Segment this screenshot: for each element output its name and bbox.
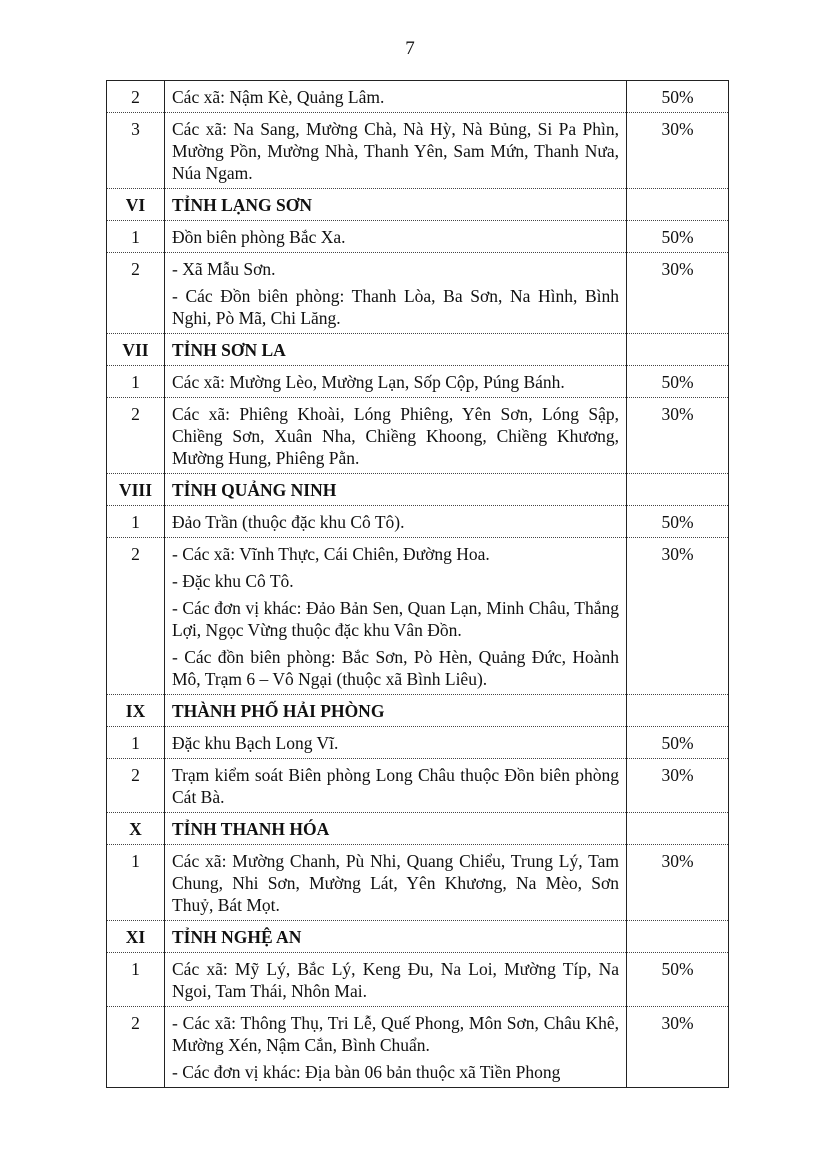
- section-number: VII: [107, 334, 165, 366]
- row-description: [165, 366, 627, 398]
- allowance-rate: 50%: [627, 81, 729, 113]
- section-title: TỈNH THANH HÓA: [165, 813, 627, 845]
- row-description: [165, 113, 627, 189]
- description-line: - Các đồn biên phòng: Bắc Sơn, Pò Hèn, Quảng Đức, Hoành Mô, Trạm 6 – Vô Ngại (thuộc xã Bình Liêu).: [172, 647, 619, 689]
- section-number: IX: [107, 695, 165, 727]
- description-line: Các xã: Phiêng Khoài, Lóng Phiêng, Yên Sơn, Lóng Sập, Chiềng Sơn, Xuân Nha, Chiềng Khoong, Chiềng Khương, Mường Hung, Phiêng Pằn.: [172, 404, 619, 468]
- table-body: [107, 81, 729, 1088]
- allowance-rate: 50%: [627, 953, 729, 1007]
- allowance-rate: 30%: [627, 538, 729, 695]
- table-row: [107, 538, 729, 695]
- row-number: 2: [107, 759, 165, 813]
- description-line: Các xã: Na Sang, Mường Chà, Nà Hỳ, Nà Bủng, Si Pa Phìn, Mường Pồn, Mường Nhà, Thanh Yên, Sam Mứn, Thanh Nưa, Núa Ngam.: [172, 119, 619, 183]
- table-row: [107, 366, 729, 398]
- row-number: 1: [107, 845, 165, 921]
- table-row: [107, 221, 729, 253]
- allowance-rate: 50%: [627, 506, 729, 538]
- description-line: Các xã: Mường Chanh, Pù Nhi, Quang Chiểu, Trung Lý, Tam Chung, Nhi Sơn, Mường Lát, Yên Khương, Na Mèo, Sơn Thuỷ, Bát Mọt.: [172, 851, 619, 915]
- row-number: 2: [107, 1007, 165, 1088]
- table-row: [107, 759, 729, 813]
- row-description: [165, 727, 627, 759]
- table-row: [107, 845, 729, 921]
- description-line: - Xã Mẫu Sơn.: [172, 259, 276, 279]
- row-description: [165, 398, 627, 474]
- section-rate-empty: [627, 695, 729, 727]
- section-number: X: [107, 813, 165, 845]
- section-title: TỈNH QUẢNG NINH: [165, 474, 627, 506]
- description-line: - Các đơn vị khác: Đảo Bản Sen, Quan Lạn, Minh Châu, Thắng Lợi, Ngọc Vừng thuộc đặc khu Vân Đồn.: [172, 598, 619, 640]
- row-description: [165, 1007, 627, 1088]
- section-rate-empty: [627, 474, 729, 506]
- section-number: VI: [107, 189, 165, 221]
- allowance-rate: 30%: [627, 113, 729, 189]
- section-title: TỈNH NGHỆ AN: [165, 921, 627, 953]
- row-description: [165, 538, 627, 695]
- row-number: 1: [107, 506, 165, 538]
- row-number: 1: [107, 727, 165, 759]
- description-line: - Đặc khu Cô Tô.: [172, 571, 294, 591]
- row-description: [165, 759, 627, 813]
- section-row: [107, 695, 729, 727]
- row-number: 1: [107, 366, 165, 398]
- section-row: [107, 474, 729, 506]
- description-line: - Các Đồn biên phòng: Thanh Lòa, Ba Sơn, Na Hình, Bình Nghi, Pò Mã, Chi Lăng.: [172, 286, 619, 328]
- row-number: 3: [107, 113, 165, 189]
- section-title: TỈNH LẠNG SƠN: [165, 189, 627, 221]
- description-line: Các xã: Nậm Kè, Quảng Lâm.: [172, 87, 385, 107]
- section-number: VIII: [107, 474, 165, 506]
- table-row: [107, 953, 729, 1007]
- allowance-rate: 30%: [627, 845, 729, 921]
- allowance-rate: 50%: [627, 221, 729, 253]
- description-line: Đảo Trần (thuộc đặc khu Cô Tô).: [172, 512, 405, 532]
- description-line: - Các đơn vị khác: Địa bàn 06 bản thuộc xã Tiền Phong: [172, 1062, 561, 1082]
- row-number: 2: [107, 398, 165, 474]
- row-number: 1: [107, 953, 165, 1007]
- row-number: 2: [107, 253, 165, 334]
- table-row: [107, 727, 729, 759]
- page-number: 7: [405, 38, 415, 59]
- description-line: - Các xã: Vĩnh Thực, Cái Chiên, Đường Hoa.: [172, 544, 490, 564]
- description-line: Trạm kiểm soát Biên phòng Long Châu thuộc Đồn biên phòng Cát Bà.: [172, 765, 619, 807]
- allowance-rate: 30%: [627, 759, 729, 813]
- allowance-rate: 30%: [627, 1007, 729, 1088]
- row-number: 2: [107, 81, 165, 113]
- row-description: [165, 845, 627, 921]
- section-rate-empty: [627, 189, 729, 221]
- row-description: [165, 506, 627, 538]
- description-line: - Các xã: Thông Thụ, Tri Lễ, Quế Phong, Môn Sơn, Châu Khê, Mường Xén, Nậm Cắn, Bình Chuẩn.: [172, 1013, 619, 1055]
- row-description: [165, 81, 627, 113]
- allowance-rate: 30%: [627, 398, 729, 474]
- row-description: [165, 953, 627, 1007]
- row-number: 2: [107, 538, 165, 695]
- allowance-rate: 50%: [627, 727, 729, 759]
- allowance-table: [106, 80, 729, 1088]
- section-rate-empty: [627, 334, 729, 366]
- table-row: [107, 1007, 729, 1088]
- section-row: [107, 189, 729, 221]
- row-description: [165, 221, 627, 253]
- table-row: [107, 398, 729, 474]
- description-line: Đặc khu Bạch Long Vĩ.: [172, 733, 339, 753]
- section-rate-empty: [627, 921, 729, 953]
- allowance-rate: 30%: [627, 253, 729, 334]
- section-rate-empty: [627, 813, 729, 845]
- description-line: Các xã: Mỹ Lý, Bắc Lý, Keng Đu, Na Loi, Mường Típ, Na Ngoi, Tam Thái, Nhôn Mai.: [172, 959, 619, 1001]
- allowance-rate: 50%: [627, 366, 729, 398]
- row-description: [165, 253, 627, 334]
- table-row: [107, 506, 729, 538]
- section-title: THÀNH PHỐ HẢI PHÒNG: [165, 695, 627, 727]
- section-title: TỈNH SƠN LA: [165, 334, 627, 366]
- row-number: 1: [107, 221, 165, 253]
- description-line: Các xã: Mường Lèo, Mường Lạn, Sốp Cộp, Púng Bánh.: [172, 372, 565, 392]
- table-row: [107, 81, 729, 113]
- table-row: [107, 113, 729, 189]
- table-row: [107, 253, 729, 334]
- section-row: [107, 921, 729, 953]
- description-line: Đồn biên phòng Bắc Xa.: [172, 227, 346, 247]
- section-row: [107, 813, 729, 845]
- section-number: XI: [107, 921, 165, 953]
- section-row: [107, 334, 729, 366]
